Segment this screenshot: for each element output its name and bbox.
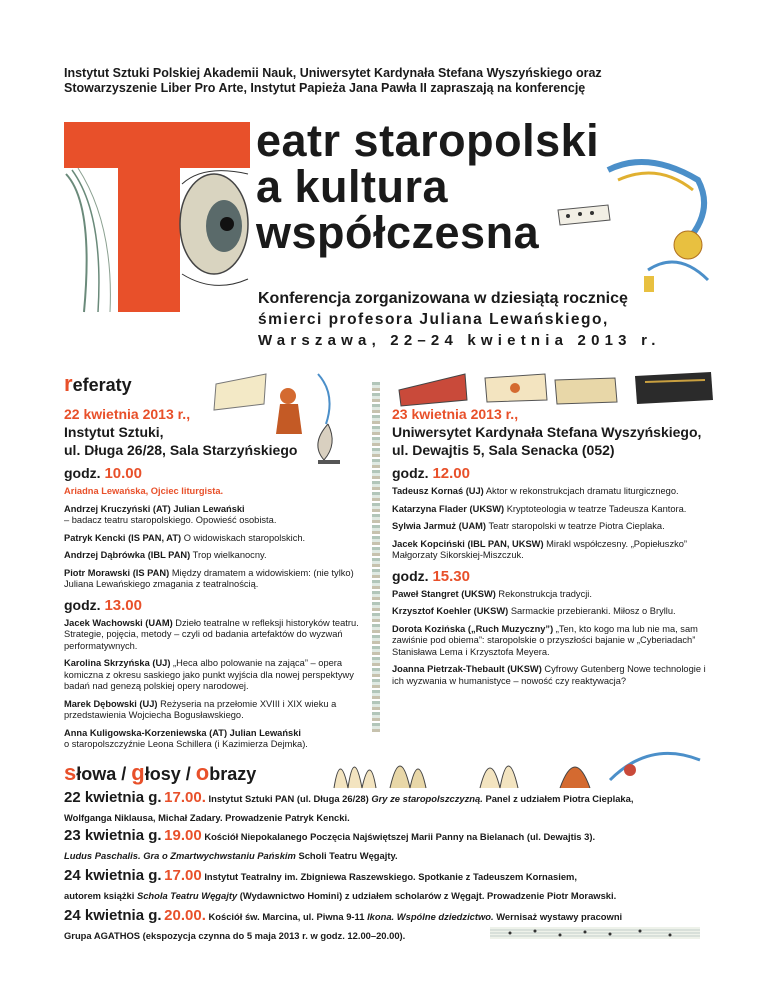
session-time-label: godz. [392,465,429,481]
event-time: 19.00 [164,827,202,844]
talk-speaker: Andrzej Dąbrówka (IBL PAN) [64,550,191,560]
talk-item [64,658,364,693]
event-text: Instytut Sztuki PAN (ul. Długa 26/28) [208,793,369,804]
big-letter-t-bar [64,122,250,168]
event-line [64,866,714,886]
day-22-date: 22 kwietnia 2013 r., [64,406,191,422]
event-line [64,846,714,865]
talk-speaker: Jacek Kopciński (IBL PAN, UKSW) [392,538,544,549]
title-line-2: a kultura [256,161,449,212]
talk-title: Między dramatem a widowiskiem: (nie tylko) Juliana Lewańskiego zmagania z teatralnością. [64,567,354,589]
talk-title: Mirakl współczesny. „Popiełuszko” Małgorzaty Sikorskiej-Miszczuk. [392,538,688,560]
event-text: autorem książki [64,890,135,901]
heading-word: łosy / [144,764,196,784]
talk-speaker: Andrzej Kruczyński (AT) Julian Lewański [64,503,245,514]
day-23-header [392,405,712,459]
talk-title: Trop wielkanocny. [192,550,267,560]
event-line [64,826,714,846]
day-22-place-1: Instytut Sztuki, [64,424,164,440]
event-text: Scholi Teatru Węgajty. [298,850,398,861]
column-divider [372,382,380,734]
section-heading-referaty [64,371,132,397]
day-22-program [64,405,364,757]
event-text: (Wydawnictwo Homini) z udziałem scholarów z Węgajt. Prowadzenie Piotr Morawski. [239,890,617,901]
organizers-intro [64,66,714,96]
event-line [64,906,714,926]
talk-speaker: Jacek Wachowski (UAM) [64,617,173,628]
talk-item [64,568,364,591]
event-text: Kościół św. Marcina, ul. Piwna 9-11 [208,911,365,922]
talk-title: o staropolszczyźnie Leona Schillera (i Kazimierza Dejmka). [64,739,308,749]
event-date: 22 kwietnia g. [64,789,162,806]
conference-subtitle [258,288,708,351]
day-23-place-1: Uniwersytet Kardynała Stefana Wyszyńskiego, [392,424,702,440]
talk-item [64,486,364,498]
strip-illustration-top [395,370,715,408]
session-hour: 10.00 [104,465,142,482]
session-time-label: godz. [64,465,101,481]
subtitle-line-3: Warszawa, 22–24 kwietnia 2013 r. [258,332,661,349]
talk-item [64,728,364,751]
session-hour: 13.00 [104,596,142,614]
talk-title: Dzieło teatralne w refleksji historyków teatru. Strategie, pojęcia, metody – czyli od badania artefaktów do wyzwań performatywnych. [64,617,359,651]
event-title: Ikona. Wspólne dziedzictwo. [367,911,494,922]
heading-word: łowa / [76,764,132,784]
subtitle-line-2: śmierci profesora Juliana Lewańskiego, [258,311,609,328]
talk-speaker: Karolina Skrzyńska (UJ) [64,658,171,668]
session-time [392,465,712,482]
day-22-header [64,405,364,459]
talk-speaker: Dorota Kozińska („Ruch Muzyczny”) [392,623,554,634]
talk-title: Kryptoteologia w teatrze Tadeusza Kantora. [506,503,687,514]
conference-title [256,115,716,258]
day-23-date: 23 kwietnia 2013 r., [392,406,519,422]
talk-speaker: Joanna Pietrzak-Thebault (UKSW) [392,664,542,674]
subtitle-line-1: Konferencja zorganizowana w dziesiątą rocznicę [258,290,628,307]
session-time [392,568,712,585]
event-title: Gry ze staropolszczyzną. [371,793,483,804]
event-line: Grupa AGATHOS (ekspozycja czynna do 5 maja 2013 r. w godz. 12.00–20.00). [64,930,406,941]
talk-title: Ariadna Lewańska, Ojciec liturgista. [64,486,224,496]
referaty-rest: eferaty [72,375,132,395]
event-item [64,788,714,827]
event-title: Schola Teatru Węgajty [136,890,238,901]
talk-item [392,539,712,562]
talk-title: Reżyseria na przełomie XVIII i XIX wieku a przedstawienia Wojciecha Bogusławskiego. [64,698,337,720]
talk-item [64,533,364,545]
talk-item [64,699,364,722]
talk-speaker: Tadeusz Kornaś (UJ) [392,486,484,496]
event-item [64,826,714,865]
day-22-place-2: ul. Długa 26/28, Sala Starzyńskiego [64,442,298,458]
intro-line-1: Instytut Sztuki Polskiej Akademii Nauk, Uniwersytet Kardynała Stefana Wyszyńskiego oraz [64,66,602,80]
talk-title: „Heca albo polowanie na zająca” – opera komiczna z okresu saskiego jako punkt wyjścia dla nowej perspektywy badań nad genezą polskiej opery narodowej. [64,658,354,691]
heading-initial: s [64,760,77,785]
day-23-place-2: ul. Dewajtis 5, Sala Senacka (052) [392,442,615,458]
heading-initial: g [131,760,145,785]
event-text: Panel z udziałem Piotra Cieplaka, [485,793,634,804]
talk-item [392,589,712,601]
talk-title: Rekonstrukcja tradycji. [498,588,592,599]
event-text: Instytut Teatralny im. Zbigniewa Raszewskiego. Spotkanie z Tadeuszem Kornasiem, [204,871,577,882]
heading-initial: o [195,760,210,785]
talk-speaker: Anna Kuligowska-Korzeniewska (AT) Julian Lewański [64,727,301,738]
intro-line-2: Stowarzyszenie Liber Pro Arte, Instytut Papieża Jana Pawła II zapraszają na konferencję [64,81,586,95]
talk-title: Aktor w rekonstrukcjach dramatu liturgicznego. [485,486,679,496]
event-item [64,866,714,905]
talk-speaker: Sylwia Jarmuż (UAM) [392,521,487,531]
event-time: 20.00. [164,907,206,924]
title-line-3: współczesna [256,207,540,258]
figures-illustration [330,740,715,792]
talk-title: O widowiskach staropolskich. [183,532,306,543]
day-23-program [392,405,712,693]
event-date: 24 kwietnia g. [64,867,162,884]
talk-item [392,606,712,618]
music-notation-strip [490,925,700,941]
talk-speaker: Patryk Kencki (IS PAN, AT) [64,532,182,543]
talk-speaker: Krzysztof Koehler (UKSW) [392,606,509,616]
talk-speaker: Paweł Stangret (UKSW) [392,588,496,599]
session-time [64,465,364,482]
talk-item [392,521,712,533]
talk-item [64,618,364,653]
event-title: Ludus Paschalis. Gra o Zmartwychwstaniu Pańskim [64,850,296,861]
talk-title: Cyfrowy Gutenberg Nowe technologie i ich wyzwania w humanistyce – nowość czy reaktywacja? [392,664,706,686]
event-text: Kościół Niepokalanego Poczęcia Najświętszej Marii Panny na Bielanach (ul. Dewajtis 3). [204,831,596,842]
talk-item [392,504,712,516]
session-time [64,597,364,614]
session-time-label: godz. [392,567,429,584]
event-date: 24 kwietnia g. [64,907,162,924]
talk-item [64,504,364,527]
referaty-initial: r [64,371,73,396]
talk-title: Sarmackie przebieranki. Miłosz o Bryllu. [510,606,676,616]
talk-speaker: Marek Dębowski (UJ) [64,698,158,709]
talk-title: „Ten, kto kogo ma lub nie ma, sam zawiśnie pod obiema”: staropolskie o przyszłości bajanie w „Cyberiadach” Stanisława Lema i Krzysztofa Meyera. [392,623,698,657]
event-line [64,886,714,905]
session-hour: 12.00 [432,465,470,482]
event-time: 17.00 [164,867,202,884]
talk-title: – badacz teatru staropolskiego. Opowieść osobista. [64,515,277,525]
talk-speaker: Katarzyna Flader (UKSW) [392,503,505,514]
event-line: Wolfganga Niklausa, Michał Zadary. Prowadzenie Patryk Kencki. [64,812,350,823]
eye-illustration [64,164,250,314]
talk-title: Teatr staropolski w teatrze Piotra Cieplaka. [488,521,665,531]
heading-word: brazy [209,764,257,784]
talk-item [392,624,712,659]
session-hour: 15.30 [432,567,470,585]
talk-speaker: Piotr Morawski (IS PAN) [64,567,170,578]
event-text: Wernisaż wystawy pracowni [496,911,623,922]
talk-item [392,486,712,498]
session-time-label: godz. [64,596,101,613]
section-heading-slowa-glosy-obrazy [64,760,256,786]
talk-item [392,664,712,687]
event-date: 23 kwietnia g. [64,827,162,844]
talk-item [64,550,364,562]
title-line-1: eatr staropolski [256,115,600,166]
event-time: 17.00. [164,789,206,806]
event-line [64,788,714,808]
